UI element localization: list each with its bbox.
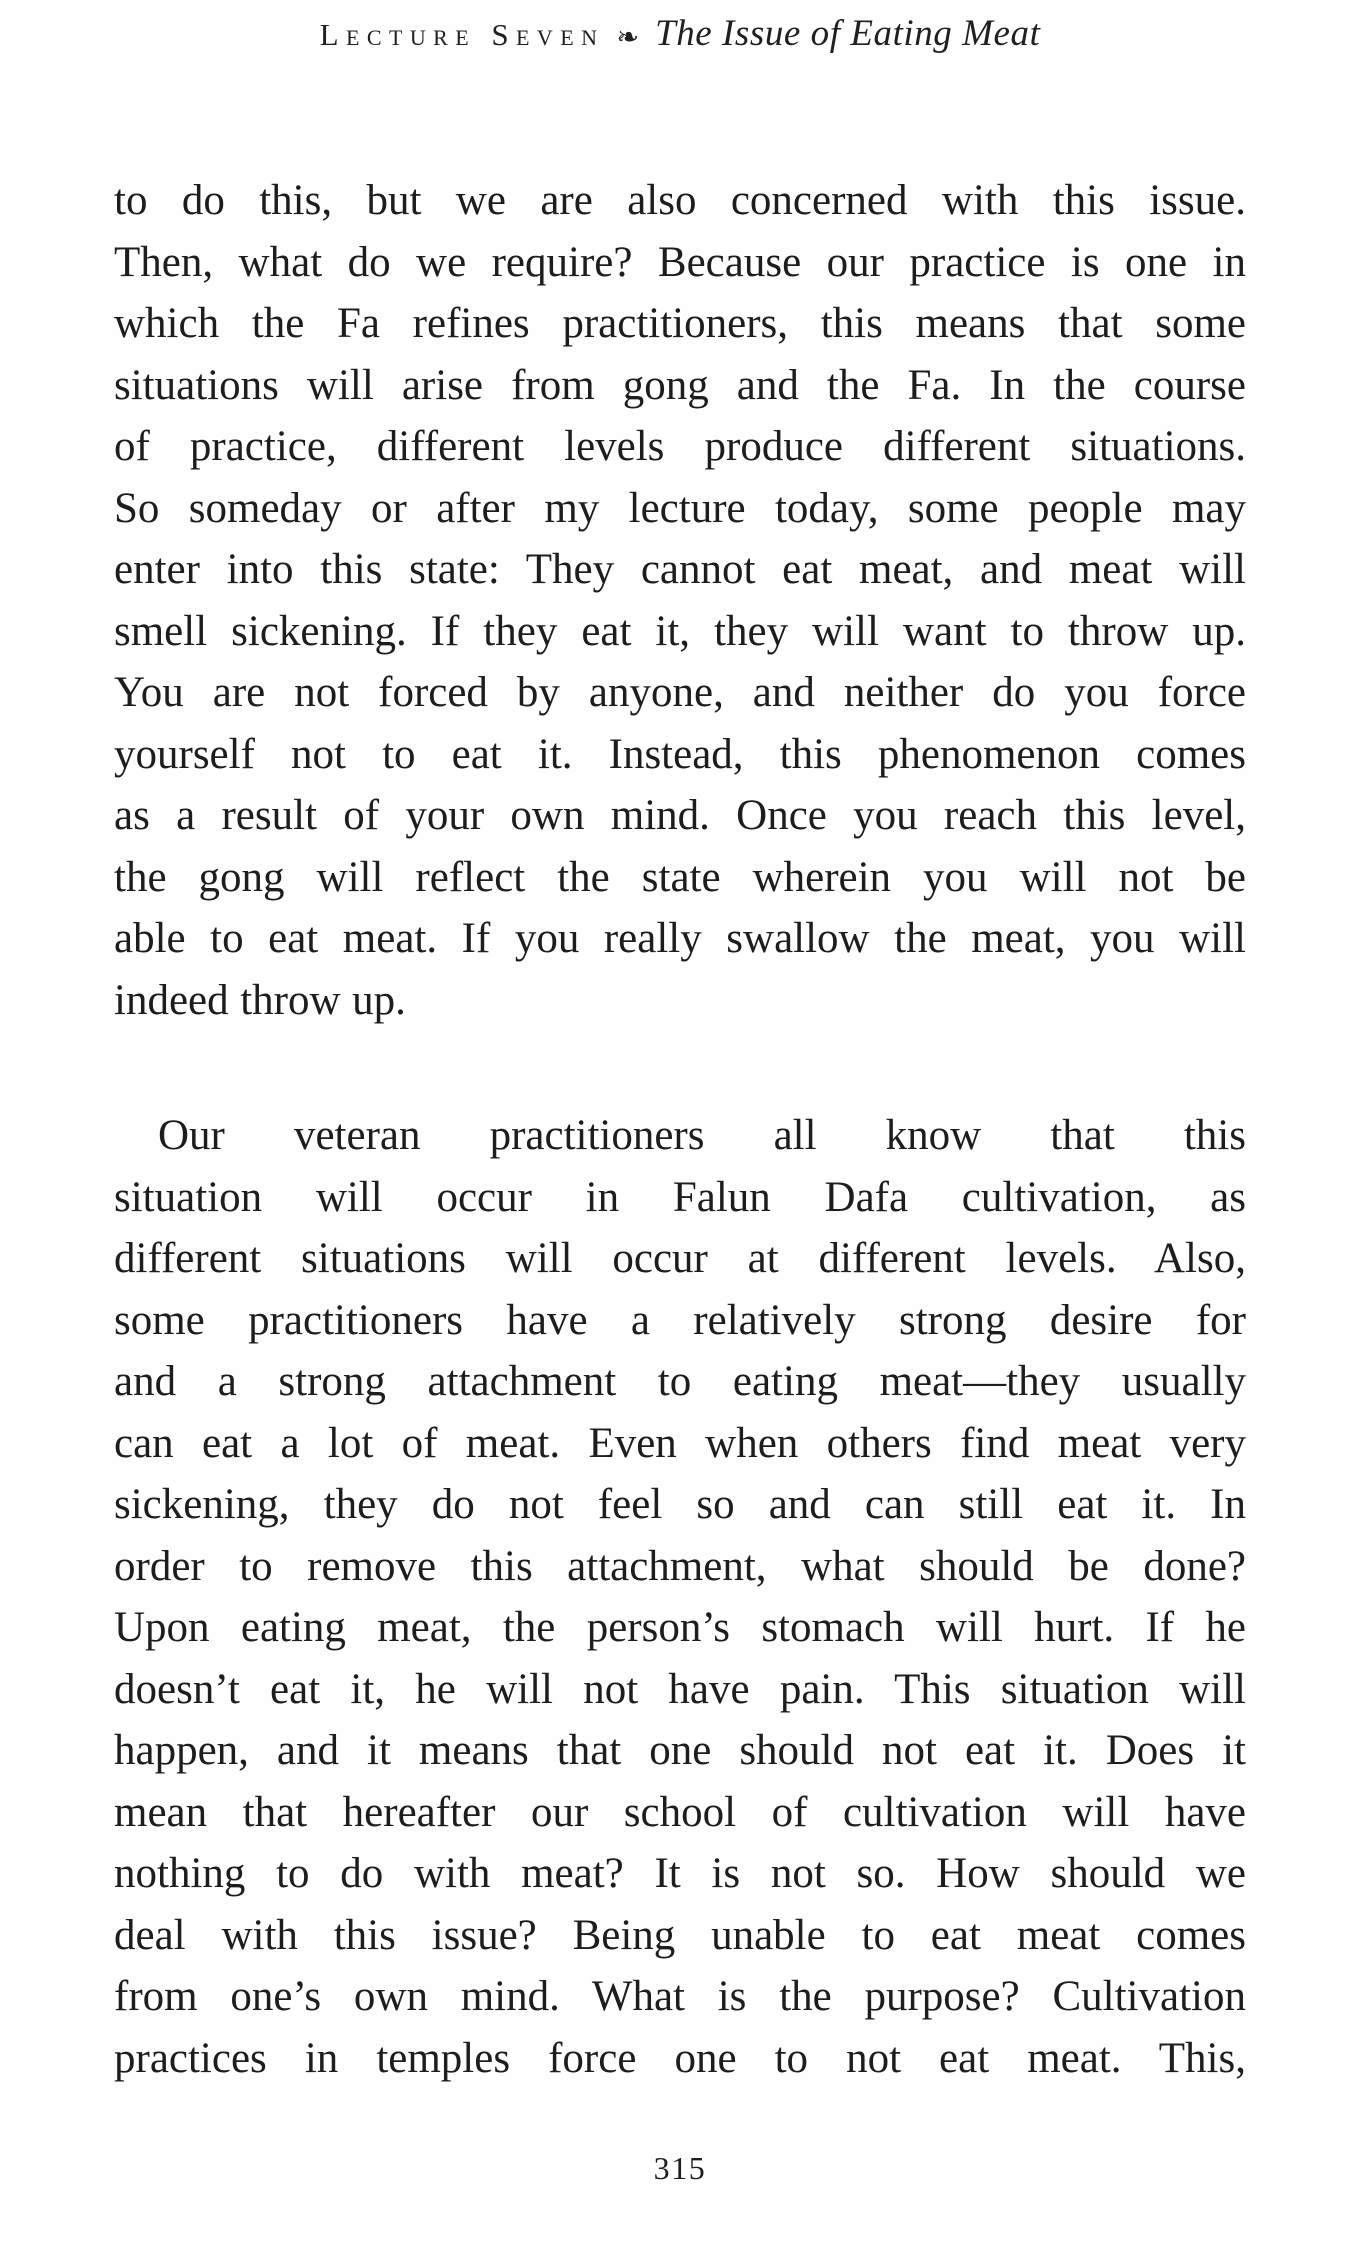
paragraph-2 — [114, 1105, 1246, 2089]
text-line: situation will occur in Falun Dafa cultivation, as — [114, 1173, 1246, 1221]
text-line: You are not forced by anyone, and neither do you force — [114, 669, 1246, 716]
text-line: Our veteran practitioners all know that this — [158, 1112, 1246, 1159]
running-header — [0, 12, 1360, 55]
page-body-text — [114, 170, 1246, 2089]
text-line: practices in temples force one to not eat meat. This, — [114, 2034, 1246, 2082]
header-lecture-label: Lecture Seven — [319, 17, 605, 52]
text-line: situations will arise from gong and the Fa. In the course — [114, 361, 1246, 409]
paragraph-1 — [114, 170, 1246, 1031]
text-line: So someday or after my lecture today, some people may — [114, 484, 1246, 532]
text-line: sickening, they do not feel so and can still eat it. In — [114, 1481, 1246, 1528]
text-line: the gong will reflect the state wherein you will not be — [114, 853, 1246, 901]
text-line: which the Fa refines practitioners, this means that some — [114, 300, 1246, 347]
text-line: yourself not to eat it. Instead, this phenomenon comes — [114, 730, 1246, 778]
text-line: to do this, but we are also concerned with this issue. — [114, 177, 1246, 224]
page-footer — [0, 2150, 1360, 2187]
text-line: order to remove this attachment, what should be done? — [114, 1542, 1246, 1590]
text-line: able to eat meat. If you really swallow the meat, you will — [114, 915, 1246, 962]
text-line: as a result of your own mind. Once you reach this level, — [114, 792, 1246, 839]
text-line: different situations will occur at different levels. Also, — [114, 1235, 1246, 1282]
text-line: indeed throw up. — [114, 976, 406, 1024]
text-line: nothing to do with meat? It is not so. How should we — [114, 1850, 1246, 1897]
text-line: of practice, different levels produce different situations. — [114, 423, 1246, 470]
text-line: can eat a lot of meat. Even when others find meat very — [114, 1419, 1246, 1467]
text-line: and a strong attachment to eating meat—they usually — [114, 1358, 1246, 1405]
text-line: doesn’t eat it, he will not have pain. This situation will — [114, 1665, 1246, 1713]
header-chapter-title: The Issue of Eating Meat — [655, 13, 1041, 54]
text-line: some practitioners have a relatively strong desire for — [114, 1296, 1246, 1344]
text-line: smell sickening. If they eat it, they will want to throw up. — [114, 607, 1246, 655]
text-line: from one’s own mind. What is the purpose? Cultivation — [114, 1973, 1246, 2020]
page-number: 315 — [653, 2150, 707, 2186]
text-line: enter into this state: They cannot eat meat, and meat will — [114, 546, 1246, 593]
leaf-fleuron-icon: ❧ — [616, 22, 640, 52]
text-line: happen, and it means that one should not eat it. Does it — [114, 1727, 1246, 1774]
text-line: mean that hereafter our school of cultivation will have — [114, 1788, 1246, 1836]
text-line: Upon eating meat, the person’s stomach will hurt. If he — [114, 1604, 1246, 1651]
text-line: deal with this issue? Being unable to eat meat comes — [114, 1911, 1246, 1959]
text-line: Then, what do we require? Because our practice is one in — [114, 238, 1246, 286]
